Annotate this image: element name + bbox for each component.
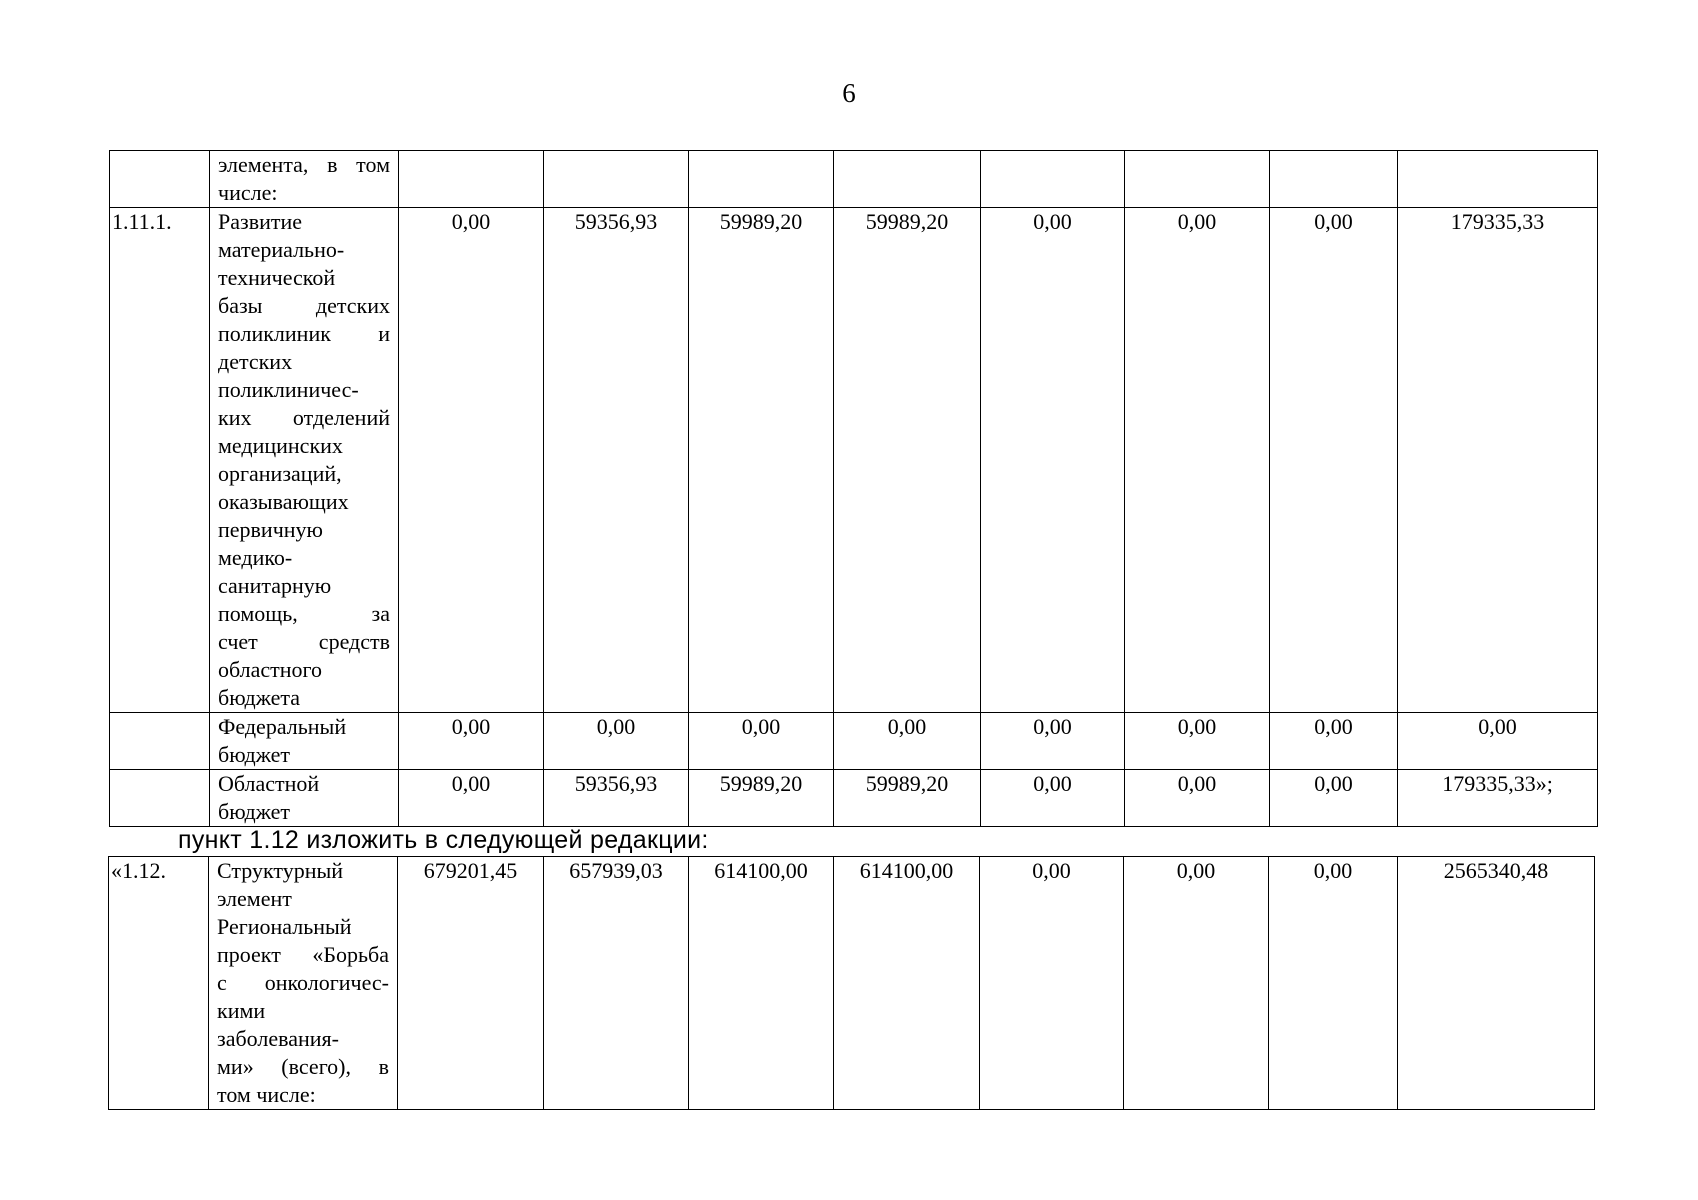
row-index-cell [110, 151, 210, 208]
value-cell: 0,00 [399, 208, 544, 713]
value-cell: 59356,93 [544, 208, 689, 713]
description-line: базы детских [218, 293, 390, 318]
value-cell: 0,00 [1270, 713, 1398, 770]
value-cell: 179335,33 [1398, 208, 1598, 713]
description-line: помощь, за [218, 601, 390, 626]
description-line: числе: [218, 180, 278, 205]
description-line: поликлиничес- [218, 377, 359, 402]
description-line: бюджета [218, 685, 301, 710]
description-line: кими [217, 998, 266, 1023]
description-line: Региональный [217, 914, 352, 939]
description-line: ких отделений [218, 405, 390, 430]
description-line: первичную [218, 517, 323, 542]
description-line: бюджет [218, 742, 290, 767]
description-line: с онкологичес- [217, 970, 389, 995]
value-cell [834, 151, 981, 208]
row-description-cell [210, 713, 399, 770]
value-cell: 614100,00 [689, 857, 834, 1110]
value-cell: 59989,20 [834, 770, 981, 827]
row-index-cell: «1.12. [109, 857, 209, 1110]
description-line: элемента, в том [218, 152, 390, 177]
description-line: Структурный [217, 858, 344, 883]
description-line: санитарную [218, 573, 332, 598]
description-line: ми» (всего), в [217, 1054, 389, 1079]
value-cell: 179335,33»; [1398, 770, 1598, 827]
description-line: материально- [218, 237, 345, 262]
budget-table-1-12 [108, 856, 1595, 1110]
value-cell: 0,00 [1125, 713, 1270, 770]
description-line: детских [218, 349, 293, 374]
row-index-cell: 1.11.1. [110, 208, 210, 713]
page-number: 6 [842, 78, 856, 108]
value-cell: 0,00 [689, 713, 834, 770]
value-cell: 0,00 [1270, 770, 1398, 827]
instruction-text: пункт 1.12 изложить в следующей редакции: [178, 826, 709, 854]
description-line: проект «Борьба [217, 942, 389, 967]
description-line: технической [218, 265, 336, 290]
value-cell: 0,00 [399, 770, 544, 827]
table-row [110, 770, 1598, 827]
value-cell: 0,00 [1125, 770, 1270, 827]
value-cell [1270, 151, 1398, 208]
description-line: Федеральный [218, 714, 347, 739]
row-description-cell [210, 208, 399, 713]
value-cell: 0,00 [981, 770, 1125, 827]
value-cell [981, 151, 1125, 208]
value-cell: 657939,03 [544, 857, 689, 1110]
row-description-cell [209, 857, 398, 1110]
row-description-cell [210, 151, 399, 208]
table-row [110, 208, 1598, 713]
value-cell: 0,00 [981, 713, 1125, 770]
value-cell: 59989,20 [689, 208, 834, 713]
description-line: медико- [218, 545, 293, 570]
description-line: бюджет [218, 799, 290, 824]
value-cell: 0,00 [1125, 208, 1270, 713]
value-cell: 59356,93 [544, 770, 689, 827]
table-row [110, 713, 1598, 770]
description-line: оказывающих [218, 489, 349, 514]
value-cell: 679201,45 [398, 857, 544, 1110]
description-line: областного [218, 657, 323, 682]
value-cell [544, 151, 689, 208]
value-cell [1125, 151, 1270, 208]
description-line: поликлиник и [218, 321, 390, 346]
value-cell: 0,00 [980, 857, 1124, 1110]
value-cell: 0,00 [981, 208, 1125, 713]
description-line: Областной [218, 771, 320, 796]
value-cell [1398, 151, 1598, 208]
budget-table-1-11 [109, 150, 1598, 827]
value-cell [399, 151, 544, 208]
value-cell [689, 151, 834, 208]
value-cell: 2565340,48 [1398, 857, 1595, 1110]
description-line: организаций, [218, 461, 342, 486]
value-cell: 59989,20 [834, 208, 981, 713]
description-line: элемент [217, 886, 292, 911]
description-line: заболевания- [217, 1026, 339, 1051]
description-line: счет средств [218, 629, 390, 654]
value-cell: 0,00 [1398, 713, 1598, 770]
value-cell: 59989,20 [689, 770, 834, 827]
row-description-cell [210, 770, 399, 827]
value-cell: 0,00 [1269, 857, 1398, 1110]
row-index-cell [110, 713, 210, 770]
description-line: Развитие [218, 209, 303, 234]
value-cell: 0,00 [544, 713, 689, 770]
value-cell: 0,00 [1270, 208, 1398, 713]
table-row [109, 857, 1595, 1110]
row-index-cell [110, 770, 210, 827]
value-cell: 0,00 [834, 713, 981, 770]
value-cell: 0,00 [399, 713, 544, 770]
description-line: медицинских [218, 433, 343, 458]
table-row [110, 151, 1598, 208]
description-line: том числе: [217, 1082, 316, 1107]
value-cell: 0,00 [1124, 857, 1269, 1110]
value-cell: 614100,00 [834, 857, 980, 1110]
